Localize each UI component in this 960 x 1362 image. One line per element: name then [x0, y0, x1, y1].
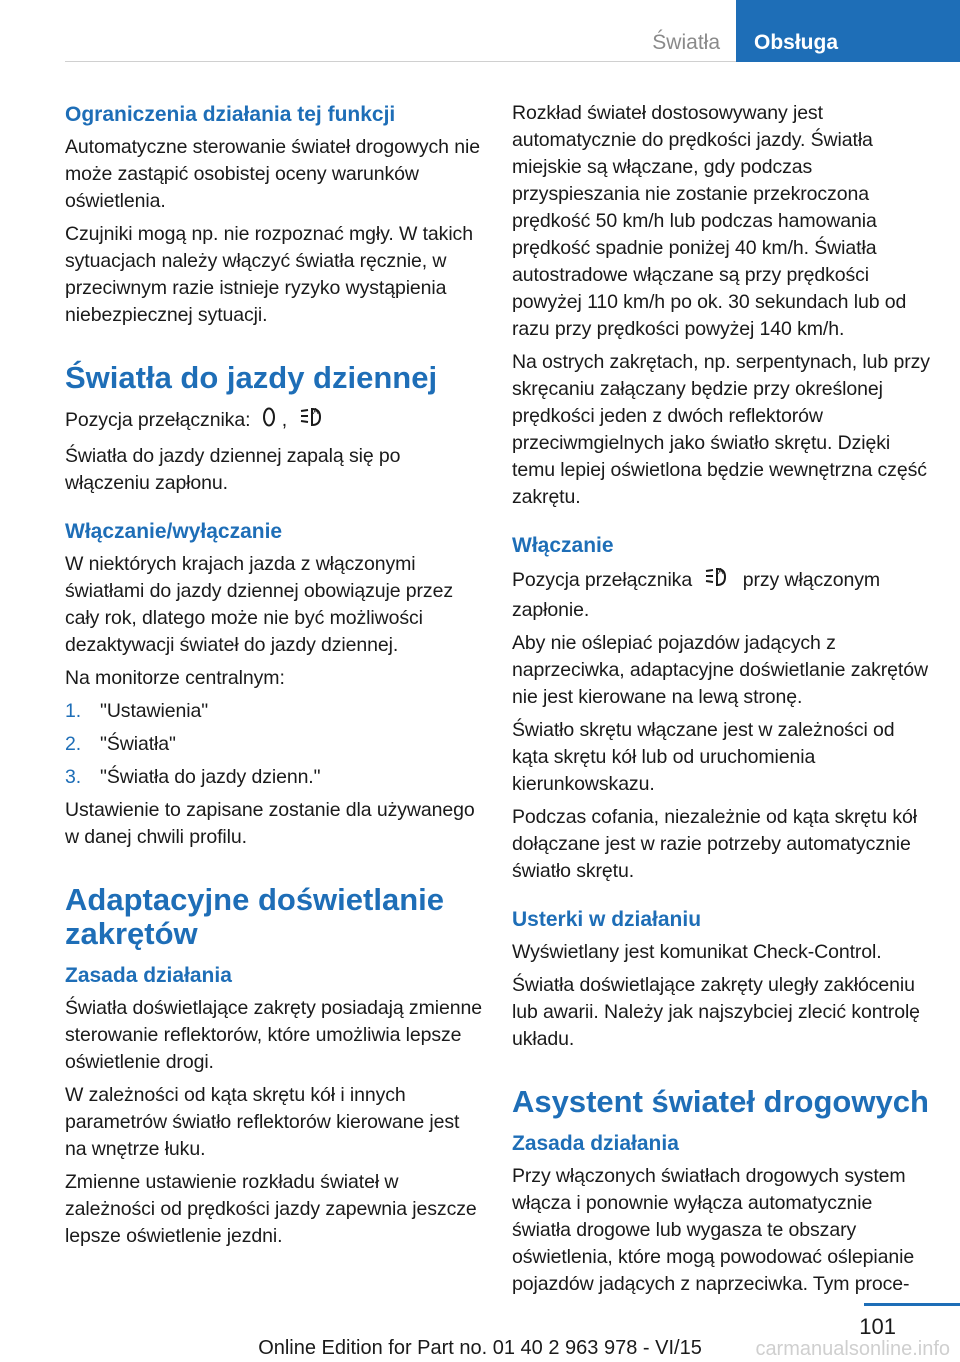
- footer-rule: [864, 1303, 960, 1306]
- paragraph: Podczas cofania, niezależnie od kąta skrętu kół dołączane jest w razie potrzeby automatycznie światło skrętu.: [512, 806, 918, 882]
- steps-list: [65, 698, 485, 791]
- svg-text:A: A: [313, 407, 319, 416]
- chapter-tab: Obsługa: [736, 0, 960, 62]
- heading-adaptive-lighting: Adaptacyjne doświetlanie zakrętów: [65, 882, 444, 951]
- paragraph: W niektórych krajach jazda z włączonymi światłami do jazdy dziennej obowiązuje przez cały rok, dlatego może nie być możliwości dezaktywacji świateł do jazdy dziennej.: [65, 553, 453, 656]
- switch-position-line: [65, 405, 485, 437]
- heading-high-beam-assistant: Asystent świateł drogowych: [512, 1084, 929, 1119]
- heading-limits: Ograniczenia działania tej funkcji: [65, 103, 396, 126]
- svg-text:A: A: [718, 567, 724, 576]
- paragraph: W zależności od kąta skrętu kół i innych parametrów światło reflektorów kierowane jest na wnętrze łuku.: [65, 1084, 460, 1160]
- page-header: [636, 0, 960, 62]
- paragraph: Światła doświetlające zakręty uległy zakłóceniu lub awarii. Należy jak najszybciej zlecić kontrolę układu.: [512, 974, 920, 1050]
- paragraph: Aby nie oślepiać pojazdów jadących z naprzeciwka, adaptacyjne doświetlanie zakrętów nie jest kierowane na lewą stronę.: [512, 632, 928, 708]
- paragraph: Na monitorze centralnym:: [65, 667, 285, 689]
- left-column: [65, 100, 485, 1256]
- heading-switching-on: Włączanie: [512, 534, 614, 557]
- right-column: [512, 100, 932, 1304]
- automatic-headlight-icon: [703, 565, 731, 597]
- heading-principle: Zasada działania: [512, 1132, 679, 1155]
- list-item: 3. "Światła do jazdy dzienn.": [65, 766, 321, 788]
- paragraph: Przy włączonych światłach drogowych system włącza i ponownie wyłącza automatycznie światła drogowe lub wygasza te obszary oświetlenia, które mogą powodować oślepianie pojazdów jadących z naprzeciwka. Tym proce-: [512, 1165, 915, 1295]
- paragraph: Rozkład świateł dostosowywany jest automatycznie do prędkości jazdy. Światła miejskie są włączane, gdy podczas przyspieszania nie zostanie przekroczona prędkość 50 km/h lub podczas hamowania prędkość spadnie poniżej 40 km/h. Światła autostradowe włączane są przy prędkości powyżej 110 km/h po ok. 30 sekundach lub od razu przy prędkości powyżej 140 km/h.: [512, 102, 907, 340]
- list-item: 2. "Światła": [65, 733, 176, 755]
- paragraph: Automatyczne sterowanie świateł drogowych nie może zastąpić osobistej oceny warunków oświetlenia.: [65, 136, 480, 212]
- paragraph: Światła doświetlające zakręty posiadają zmienne sterowanie reflektorów, które umożliwia lepsze oświetlenie drogi.: [65, 997, 482, 1073]
- paragraph: Czujniki mogą np. nie rozpoznać mgły. W takich sytuacjach należy włączyć światła ręcznie, w przeciwnym razie istnieje ryzyko wystąpienia niebezpiecznej sytuacji.: [65, 223, 473, 326]
- switch-position-line: Pozycja przełącznika A przy włączonym zapłonie.: [512, 567, 881, 621]
- paragraph: Światła do jazdy dziennej zapalą się po włączeniu zapłonu.: [65, 445, 401, 494]
- heading-principle: Zasada działania: [65, 964, 232, 987]
- heading-on-off: Włączanie/wyłączanie: [65, 520, 283, 543]
- paragraph: Ustawienie to zapisane zostanie dla używanego w danej chwili profilu.: [65, 799, 475, 848]
- section-label: Światła: [652, 31, 720, 54]
- page-number: 101: [859, 1314, 896, 1339]
- paragraph: Zmienne ustawienie rozkładu świateł w zależności od prędkości jazdy zapewnia jeszcze lepsze oświetlenie jezdni.: [65, 1171, 477, 1247]
- paragraph: Wyświetlany jest komunikat Check-Control.: [512, 941, 882, 963]
- switch-separator: ,: [281, 409, 288, 432]
- paragraph: Na ostrych zakrętach, np. serpentynach, lub przy skręcaniu załączany będzie przy określonej prędkości jeden z dwóch reflektorów przeciwmgielnych jako światło skrętu. Dzięki temu lepiej oświetlona będzie wewnętrzna część zakrętu.: [512, 351, 930, 508]
- footer-edition: Online Edition for Part no. 01 40 2 963 978 - VI/15: [258, 1337, 702, 1359]
- header-rule: [65, 61, 736, 62]
- switch-position-label: Pozycja przełącznika:: [65, 409, 251, 432]
- paragraph: Światło skrętu włączane jest w zależności od kąta skrętu kół lub od uruchomienia kierunkowskazu.: [512, 719, 895, 795]
- list-item: 1. "Ustawienia": [65, 700, 209, 722]
- watermark: carmanualsonline.info: [755, 1338, 950, 1360]
- heading-faults: Usterki w działaniu: [512, 908, 702, 931]
- automatic-headlight-icon: [298, 405, 326, 437]
- heading-daytime-lights: Światła do jazdy dziennej: [65, 360, 438, 395]
- switch-position-zero-icon: [262, 406, 276, 436]
